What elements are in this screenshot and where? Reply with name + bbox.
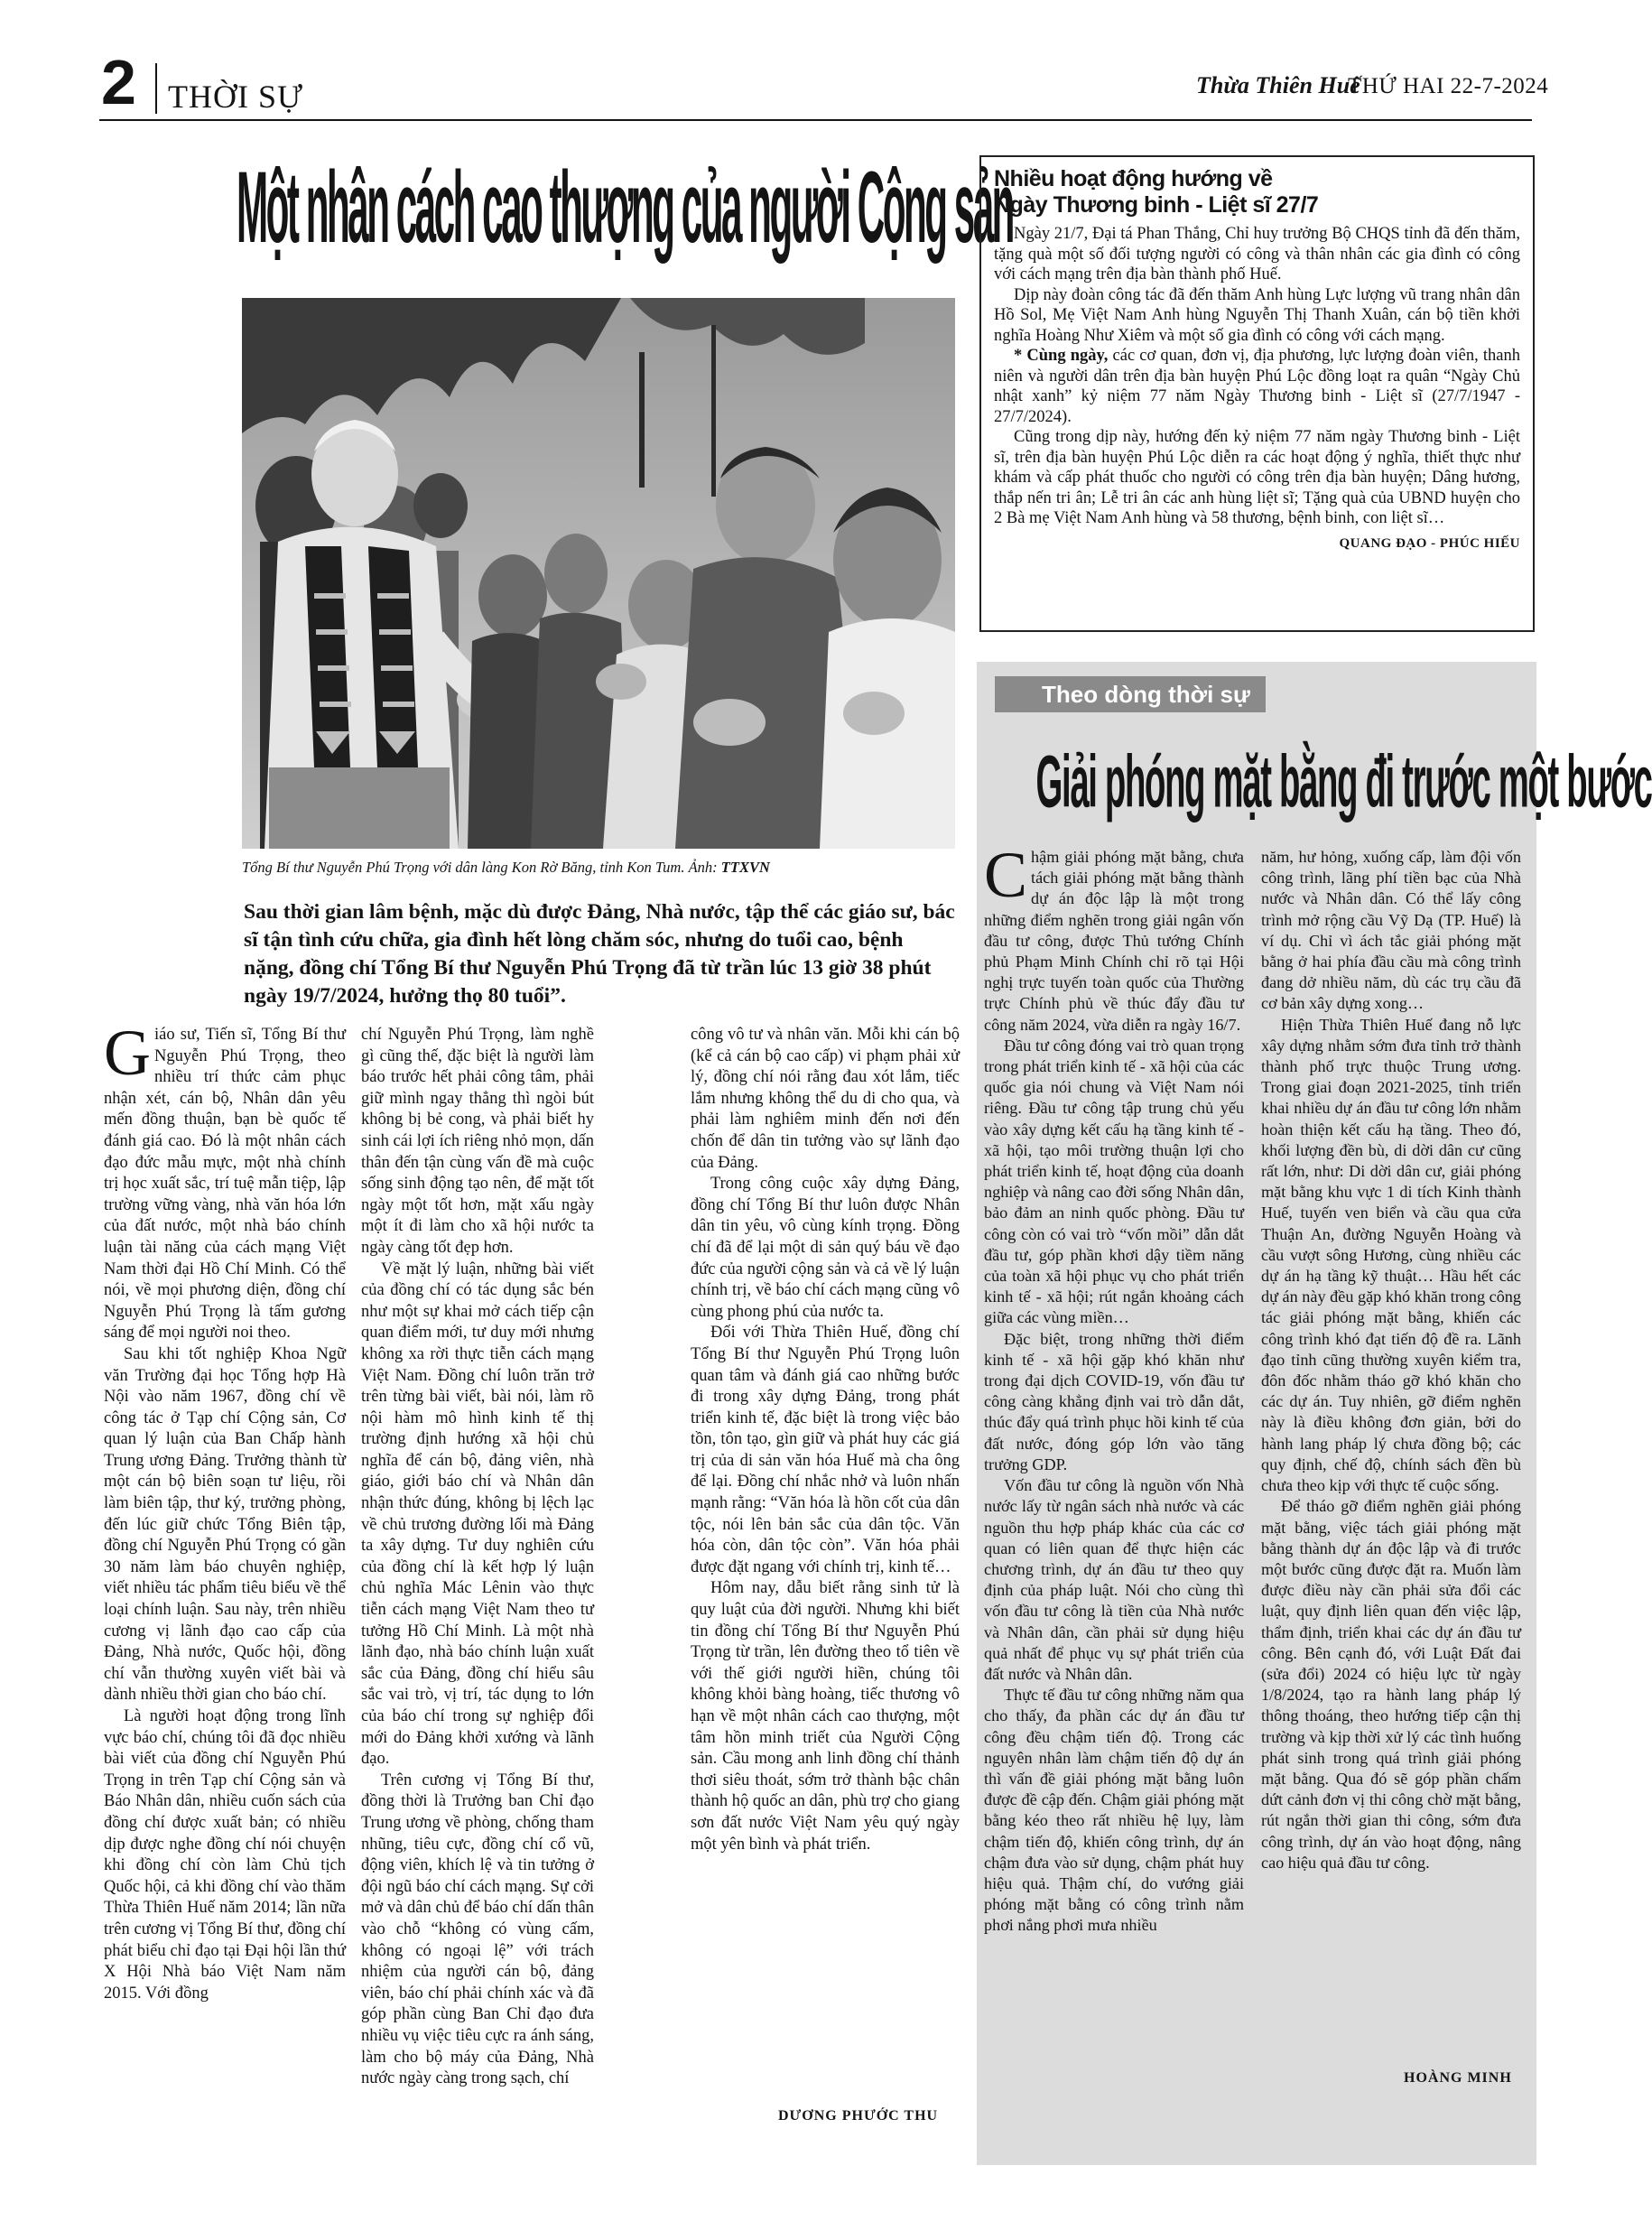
article-paragraph: Hiện Thừa Thiên Huế đang nỗ lực xây dựng nhằm sớm đưa tỉnh trở thành thành phố trực thuộc Trung ương. Trong giai đoạn 2021-2025, tỉnh triển khai nhiều dự án đầu tư công lớn nhằm hoàn thiện kết cấu hạ tầng. Theo đó, khối lượng đền bù, di dời dân cư cũng rất lớn, như: Di dời dân cư, giải phóng mặt bằng khu vực 1 di tích Kinh thành Huế, tuyến ven biển và cầu qua cửa Thuận An, đường Nguyễn Hoàng và cầu vượt sông Hương, cùng nhiều các dự án hạ tầng kỹ thuật… Hầu hết các dự án này đều gặp khó khăn trong công tác giải phóng mặt bằng, khiến các công trình khó đạt tiến độ đề ra. Lãnh đạo tỉnh cũng thường xuyên kiểm tra, đôn đốc nhằm tháo gỡ khó khăn cho các dự án. Tuy nhiên, gỡ điểm nghẽn này là điều không đơn giản, bởi do hành lang pháp lý chưa đồng bộ; các quy định, chế độ, chính sách đền bù chưa theo kịp với thực tế cuộc sống. <box>1261 1015 1521 1495</box>
article-paragraph: Trên cương vị Tổng Bí thư, đồng thời là Trưởng ban Chỉ đạo Trung ương về phòng, chống tham nhũng, tiêu cực, đồng chí cổ vũ, động viên, khích lệ và tin tưởng ở đội ngũ báo chí cách mạng. Sự cởi mở và dân chủ để báo chí dấn thân vào chỗ “không có vùng cấm, không có ngoại lệ” với trách nhiệm của người cán bộ, đảng viên, báo chí phải chính xác và đã góp phần cùng Ban Chỉ đạo đưa nhiều vụ việc tiêu cực ra ánh sáng, làm cho bộ máy của Đảng, Nhà nước ngày càng trong sạch, chí <box>361 1771 594 2088</box>
martyrs-box-title-line1: Nhiều hoạt động hướng về <box>994 166 1273 191</box>
article-paragraph: chí Nguyễn Phú Trọng, làm nghề gì cũng thế, đặc biệt là người làm báo trước hết phải công tâm, phải giữ mình ngay thẳng thì ngòi bút không bị bẻ cong, và phải biết hy sinh cái lợi ích riêng nhỏ mọn, dấn thân đến tận cùng vấn đề mà cuộc sống sinh động tạo nên, để mặt tốt ngày một tốt hơn, mặt xấu ngày một ít đi làm cho xã hội nước ta ngày càng tốt đẹp hơn. <box>361 1026 594 1257</box>
section-name: THỜI SỰ <box>168 79 303 115</box>
article-column-3 <box>691 1025 960 1855</box>
paragraph-text: hậm giải phóng mặt bằng, chưa tách giải phóng mặt bằng thành dự án độc lập là một trong những điểm nghẽn trong giải ngân vốn đầu tư công, được Thủ tướng Chính phủ Phạm Minh Chính chỉ rõ tại Hội nghị trực tuyến toàn quốc của Thường trực Chính phủ về thúc đẩy đầu tư công năm 2024, vừa diễn ra ngày 16/7. <box>984 848 1244 1034</box>
article-paragraph: Để tháo gỡ điểm nghẽn giải phóng mặt bằng, việc tách giải phóng mặt bằng thành dự án độc lập và đi trước một bước cũng được đặt ra. Muốn làm được điều này cần phải sửa đổi các luật, quy định liên quan đến việc lập, thẩm định, triển khai các dự án đầu tư công. Bên cạnh đó, với Luật Đất đai (sửa đổi) 2024 có hiệu lực từ ngày 1/8/2024, tạo ra hành lang pháp lý thông thoáng, theo hướng tiếp cận thị trường và kịp thời xử lý các tình huống phát sinh trong quá trình giải phóng mặt bằng. Qua đó sẽ góp phần chấm dứt cảnh đơn vị thi công chờ mặt bằng, rút ngắn thời gian thi công, sớm đưa công trình, dự án vào hoạt động, nâng cao hiệu quả đầu tư công. <box>1261 1497 1521 1872</box>
box-paragraph: Ngày 21/7, Đại tá Phan Thắng, Chỉ huy trưởng Bộ CHQS tỉnh đã đến thăm, tặng quà một số đối tượng người có công và thân nhân các gia đình có công với cách mạng trên địa bàn thành phố Huế. <box>994 225 1520 283</box>
article-byline: DƯƠNG PHƯỚC THU <box>778 2108 939 2124</box>
martyrs-day-box <box>979 155 1535 632</box>
article-paragraph: Vốn đầu tư công là nguồn vốn Nhà nước lấy từ ngân sách nhà nước và các nguồn thu hợp pháp khác của các cơ quan có liên quan để thực hiện các chương trình, dự án đầu tư theo quy định của pháp luật. Nói cho cùng thì vốn đầu tư công là tiền của Nhà nước và Nhân dân, cần phải sử dụng hiệu quả nhất để phục vụ sự phát triển của đất nước và Nhân dân. <box>984 1476 1244 1683</box>
land-box-byline: HOÀNG MINH <box>1404 2070 1512 2086</box>
martyrs-box-byline: QUANG ĐẠO - PHÚC HIẾU <box>1339 535 1520 551</box>
newspaper-name: Thừa Thiên Huế <box>1196 72 1360 98</box>
photo-illustration <box>242 298 955 849</box>
column-tag: Theo dòng thời sự <box>995 676 1266 712</box>
article-paragraph: Đặc biệt, trong những thời điểm kinh tế - xã hội gặp khó khăn như trong đại dịch COVID-19, vốn đầu tư công càng khẳng định vai trò dẫn dắt, thúc đẩy quá trình phục hồi kinh tế của đất nước, đóng góp lớn vào tăng trưởng GDP. <box>984 1329 1244 1473</box>
page-number: 2 <box>101 47 136 117</box>
article-paragraph: Đầu tư công đóng vai trò quan trọng trong phát triển kinh tế - xã hội của các quốc gia nói chung và Việt Nam nói riêng. Đầu tư công tập trung chủ yếu vào xây dựng kết cấu hạ tầng kinh tế - xã hội, tạo môi trường thuận lợi cho phát triển kinh tế, hoạt động của doanh nghiệp và nâng cao đời sống Nhân dân, bảo đảm an ninh quốc phòng. Đầu tư công còn có vai trò “vốn mồi” dẫn dắt đầu tư, góp phần khơi dậy tiềm năng của toàn xã hội phục vụ cho phát triển kinh tế - xã hội; rút ngắn khoảng cách giữa các vùng miền… <box>984 1036 1244 1327</box>
article-column-1 <box>104 1017 346 2004</box>
article-paragraph: công vô tư và nhân văn. Mỗi khi cán bộ (kể cả cán bộ cao cấp) vi phạm phải xử lý, đồng chí nói rằng đau xót lắm, tiếc lắm nhưng không thể du di cho qua, và phải làm nghiêm minh đến nơi đến chốn để dân tin tưởng vào sự lãnh đạo của Đảng. <box>691 1026 960 1172</box>
article-paragraph: Thực tế đầu tư công những năm qua cho thấy, đa phần các dự án đầu tư công đều chậm tiến độ. Trong các nguyên nhân làm chậm tiến độ dự án thì vấn đề giải phóng mặt bằng luôn được đề cập đến. Chậm giải phóng mặt bằng kéo theo rất nhiều hệ lụy, làm chậm tiến độ, khiến công trình, dự án chậm đưa vào sử dụng, chậm phát huy hiệu quả. Thậm chí, do vướng giải phóng mặt bằng có công trình nằm phơi nắng phơi mưa nhiều <box>984 1686 1244 1935</box>
land-box-headline <box>997 732 1652 833</box>
box-paragraph: Cũng trong dịp này, hướng đến kỷ niệm 77 năm ngày Thương binh - Liệt sĩ, trên địa bàn huyện Phú Lộc diễn ra các hoạt động ý nghĩa, thiết thực như khám và cấp phát thuốc cho người có công trên địa bàn huyện; Dâng hương, thắp nến tri ân; Lễ tri ân các anh hùng liệt sĩ; Tặng quà của UBND huyện cho 2 Bà mẹ Việt Nam Anh hùng và 58 thương, bệnh binh, con liệt sĩ… <box>994 428 1520 527</box>
martyrs-box-title-line2: Ngày Thương binh - Liệt sĩ 27/7 <box>994 192 1319 218</box>
article-paragraph <box>984 839 1244 1036</box>
issue-date: THỨ HAI 22-7-2024 <box>1348 74 1549 98</box>
box-paragraph: Dịp này đoàn công tác đã đến thăm Anh hùng Lực lượng vũ trang nhân dân Hồ Sol, Mẹ Việt Nam Anh hùng Nguyễn Thị Thanh Xuân, cán bộ tiền khởi nghĩa Hoàng Như Xiêm và một số gia đình có công với cách mạng. <box>994 285 1520 345</box>
article-lede: Sau thời gian lâm bệnh, mặc dù được Đảng, Nhà nước, tập thể các giáo sư, bác sĩ tận tình cứu chữa, gia đình hết lòng chăm sóc, nhưng do tuổi cao, bệnh nặng, đồng chí Tổng Bí thư Nguyễn Phú Trọng đã từ trần lúc 13 giờ 38 phút ngày 19/7/2024, hưởng thọ 80 tuổi”. <box>244 900 955 1008</box>
photo-credit: TTXVN <box>720 859 770 876</box>
article-paragraph: năm, hư hỏng, xuống cấp, làm đội vốn công trình, lãng phí tiền bạc của Nhà nước và Nhân dân. Có thể lấy công trình mở rộng cầu Vỹ Dạ (TP. Huế) là ví dụ. Chỉ vì ách tắc giải phóng mặt bằng ở hai phía đầu cầu mà công trình đang dở nhiều năm, dù các trụ cầu đã cơ bản xây dựng xong… <box>1261 848 1521 1013</box>
article-paragraph: Sau khi tốt nghiệp Khoa Ngữ văn Trường đại học Tổng hợp Hà Nội vào năm 1967, đồng chí về công tác ở Tạp chí Cộng sản, Cơ quan lý luận của Ban Chấp hành Trung ương Đảng. Trưởng thành từ một cán bộ biên soạn tư liệu, rồi làm biên tập, thư ký, trưởng phòng, đến lúc giữ chức Tổng Biên tập, đồng chí Nguyễn Phú Trọng có gần 30 năm làm báo chuyên nghiệp, viết nhiều tác phẩm tiêu biểu về thể loại chính luận. Sau này, trên nhiều cương vị lãnh đạo cao cấp của Đảng, Nhà nước, Quốc hội, đồng chí vẫn thường xuyên viết bài và dành nhiều thời gian cho báo chí. <box>104 1344 346 1705</box>
drop-cap: G <box>104 1017 151 1089</box>
land-column-1 <box>984 839 1244 1937</box>
article-paragraph: Về mặt lý luận, những bài viết của đồng chí có tác dụng sắc bén như một sự khai mở cách tiếp cận quan điểm mới, tư duy mới nhưng không xa rời thực tiễn cách mạng Việt Nam. Đồng chí luôn trăn trở trên từng bài viết, bài nói, làm rõ nội hàm mô hình kinh tế thị trường định hướng xã hội chủ nghĩa để cán bộ, đảng viên, nhà giáo, giới báo chí và Nhân dân nhận thức đúng, không bị lệch lạc về chủ trương đường lối mà Đảng ta xây dựng. Tư duy nghiên cứu của đồng chí là kết hợp lý luận chủ nghĩa Mác Lênin vào thực tiễn cách mạng Việt Nam theo tư tưởng Hồ Chí Minh. Là một nhà lãnh đạo, nhà báo chính luận xuất sắc của Đảng, đồng chí hiểu sâu sắc vai trò, vị trí, tác dụng to lớn của báo chí trong sự nghiệp đổi mới do Đảng khởi xướng và lãnh đạo. <box>361 1259 594 1769</box>
martyrs-box-body <box>994 224 1520 529</box>
drop-cap: C <box>984 839 1028 911</box>
land-clearance-box <box>977 662 1652 2165</box>
photo-caption <box>242 858 955 878</box>
paragraph-text: iáo sư, Tiến sĩ, Tổng Bí thư Nguyễn Phú Trọng, theo nhiều trí thức cảm phục nhận xét, cán bộ, Nhân dân yêu mến đồng thuận, bạn bè quốc tế đánh giá cao. Đó là một nhân cách đạo đức mẫu mực, một nhà chính trị học xuất sắc, trí tuệ mẫn tiệp, lập trường vững vàng, nhà văn hóa lớn của đất nước, một nhà báo chính luận tài năng của cách mạng Việt Nam thời đại Hồ Chí Minh. Có thể nói, về mọi phương diện, đồng chí Nguyễn Phú Trọng là tấm gương sáng để mọi người noi theo. <box>104 1026 346 1343</box>
article-paragraph: Là người hoạt động trong lĩnh vực báo chí, chúng tôi đã đọc nhiều bài viết của đồng chí Nguyễn Phú Trọng in trên Tạp chí Cộng sản và Báo Nhân dân, nhiều cuốn sách của đồng chí được xuất bản; có nhiều dịp được nghe đồng chí nói chuyện khi đồng chí còn làm Chủ tịch Quốc hội, cả khi đồng chí vào thăm Thừa Thiên Huế năm 2014; lần nữa trên cương vị Tổng Bí thư, đồng chí phát biểu chỉ đạo tại Đại hội lần thứ X Hội Nhà báo Việt Nam năm 2015. Với đồng <box>104 1707 346 2003</box>
box-paragraph-lead: * Cùng ngày, <box>1014 347 1109 365</box>
article-paragraph: Trong công cuộc xây dựng Đảng, đồng chí Tổng Bí thư luôn được Nhân dân tin yêu, vô cùng kính trọng. Đồng chí đã để lại một di sản quý báu về đạo đức của người cộng sản và cả về lý luận chính trị, về báo chí cách mạng cũng vô cùng phong phú của nước ta. <box>691 1175 960 1321</box>
land-box-headline-text: Giải phóng mặt bằng đi trước một bước <box>1035 740 1652 823</box>
box-paragraph-text: các cơ quan, đơn vị, địa phương, lực lượng đoàn viên, thanh niên và người dân trên địa bàn huyện Phú Lộc đồng loạt ra quân “Ngày Chủ nhật xanh” kỷ niệm 77 năm Ngày Thương binh - Liệt sĩ (27/7/1947 - 27/7/2024). <box>994 347 1520 426</box>
article-photo <box>242 298 955 849</box>
header-divider <box>155 63 157 114</box>
article-paragraph: Đối với Thừa Thiên Huế, đồng chí Tổng Bí thư Nguyễn Phú Trọng luôn quan tâm và đánh giá cao những bước đi trong xây dựng Đảng, trong phát triển kinh tế, đặc biệt là trong việc bảo tồn, tôn tạo, gìn giữ và phát huy các giá trị của di sản văn hóa Huế mà cha ông để lại. Đồng chí nhắc nhở và luôn nhấn mạnh rằng: “Văn hóa là hồn cốt của dân tộc, nói lên bản sắc của dân tộc. Văn hóa còn, dân tộc còn”. Văn hóa phải được đặt ngang với chính trị, kinh tế… <box>691 1324 960 1576</box>
main-headline <box>237 135 1013 280</box>
article-paragraph: Hôm nay, dẫu biết rằng sinh tử là quy luật của đời người. Nhưng khi biết tin đồng chí Tổng Bí thư Nguyễn Phú Trọng từ trần, lên đường theo tổ tiên về với thế giới người hiền, chúng tôi không khỏi bàng hoàng, tiếc thương vô hạn về một nhân cách cao thượng, một tâm hồn minh triết của Người Cộng sản. Cầu mong anh linh đồng chí thảnh thơi siêu thoát, sớm trở thành bậc chân thành hộ quốc an dân, phù trợ cho giang sơn đất nước Việt Nam yêu quý ngày một yên bình và phát triển. <box>691 1579 961 1854</box>
article-column-2 <box>361 1025 594 2090</box>
box-paragraph <box>994 346 1520 427</box>
main-headline-text: Một nhân cách cao thượng của người Cộng sản <box>237 151 1013 265</box>
land-column-2 <box>1261 847 1521 1873</box>
photo-caption-text: Tổng Bí thư Nguyễn Phú Trọng với dân làng Kon Rờ Băng, tỉnh Kon Tum. Ảnh: <box>242 859 718 876</box>
martyrs-box-title <box>994 166 1520 218</box>
article-paragraph <box>104 1017 346 1344</box>
